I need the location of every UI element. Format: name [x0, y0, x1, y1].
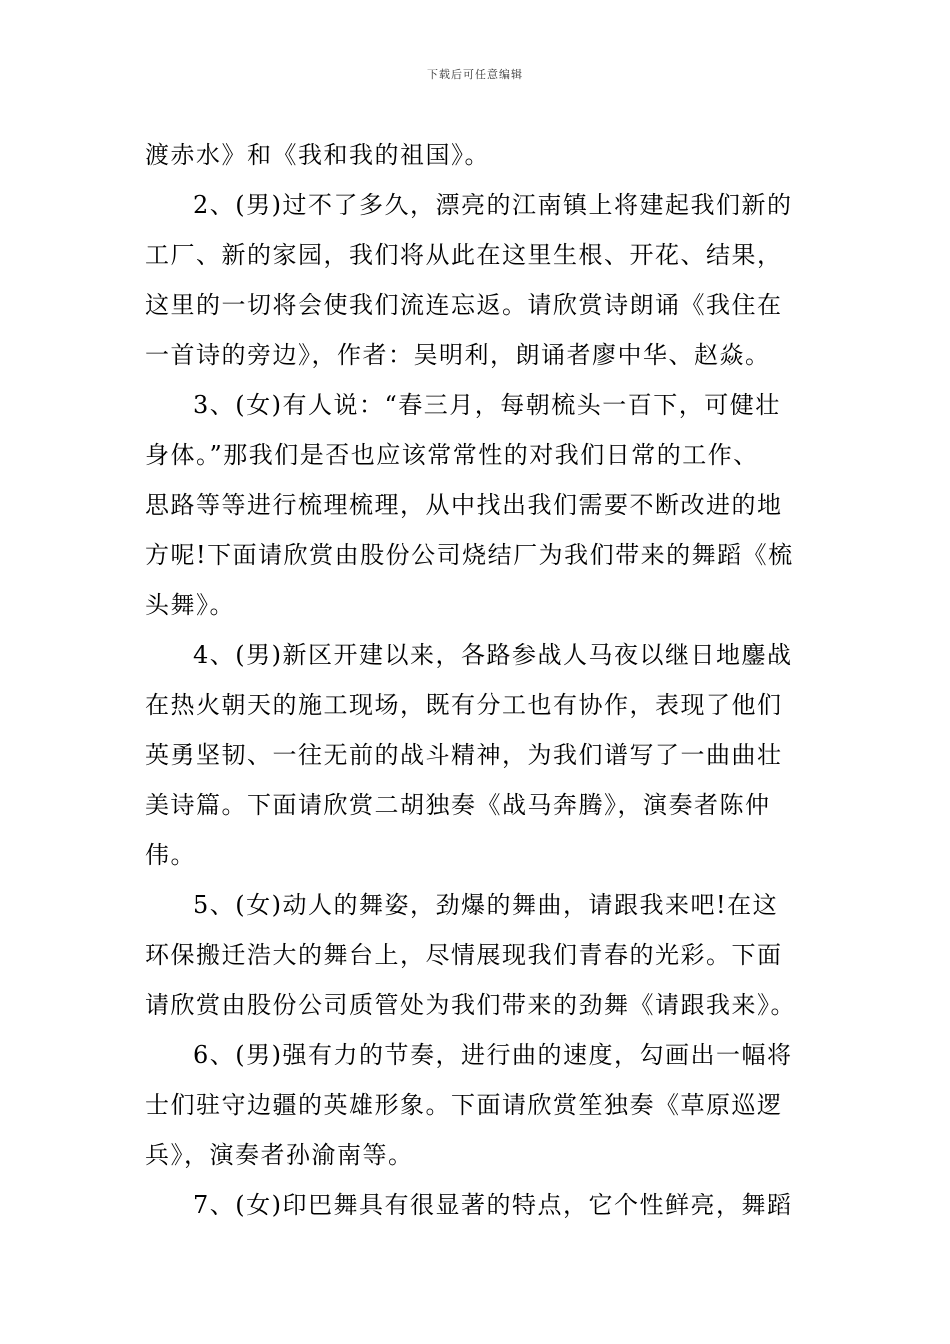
text-line: 在热火朝天的施工现场，既有分工也有协作，表现了他们 — [145, 691, 783, 719]
text-line: 这里的一切将会使我们流连忘返。请欣赏诗朗诵《我住在 — [145, 291, 783, 319]
text-line: 渡赤水》和《我和我的祖国》。 — [145, 141, 490, 169]
page-header: 下载后可任意编辑 — [427, 68, 523, 81]
text-line: 思路等等进行梳理梳理，从中找出我们需要不断改进的地 — [145, 491, 783, 519]
text-line: 请欣赏由股份公司质管处为我们带来的劲舞《请跟我来》。 — [145, 991, 796, 1019]
text-line: 环保搬迁浩大的舞台上，尽情展现我们青春的光彩。下面 — [145, 941, 783, 969]
document-body — [145, 130, 805, 1230]
paragraph-first-line: 2、(男)过不了多久，漂亮的江南镇上将建起我们新的 — [193, 191, 793, 219]
text-line: 一首诗的旁边》，作者：吴明利，朗诵者廖中华、赵焱。 — [145, 341, 771, 369]
text-line: 工厂、新的家园，我们将从此在这里生根、开花、结果， — [145, 241, 783, 269]
text-line: 兵》，演奏者孙渝南等。 — [145, 1141, 414, 1169]
paragraph-first-line: 7、(女)印巴舞具有很显著的特点，它个性鲜亮，舞蹈 — [193, 1191, 793, 1219]
paragraph-first-line: 5、(女)动人的舞姿，劲爆的舞曲，请跟我来吧!在这 — [193, 891, 779, 919]
paragraph-first-line: 3、(女)有人说：“春三月，每朝梳头一百下，可健壮 — [193, 391, 781, 419]
text-line: 伟。 — [145, 841, 196, 869]
text-line: 头舞》。 — [145, 591, 235, 619]
text-line: 美诗篇。下面请欣赏二胡独奏《战马奔腾》，演奏者陈仲 — [145, 791, 771, 819]
text-line: 英勇坚韧、一往无前的战斗精神，为我们谱写了一曲曲壮 — [145, 741, 783, 769]
text-line: 方呢!下面请欣赏由股份公司烧结厂为我们带来的舞蹈《梳 — [145, 541, 794, 569]
paragraph-first-line: 4、(男)新区开建以来，各路参战人马夜以继日地鏖战 — [193, 641, 793, 669]
text-line: 士们驻守边疆的英雄形象。下面请欣赏笙独奏《草原巡逻 — [145, 1091, 783, 1119]
text-line: 身体。”那我们是否也应该常常性的对我们日常的工作、 — [145, 441, 759, 469]
paragraph-first-line: 6、(男)强有力的节奏，进行曲的速度，勾画出一幅将 — [193, 1041, 793, 1069]
